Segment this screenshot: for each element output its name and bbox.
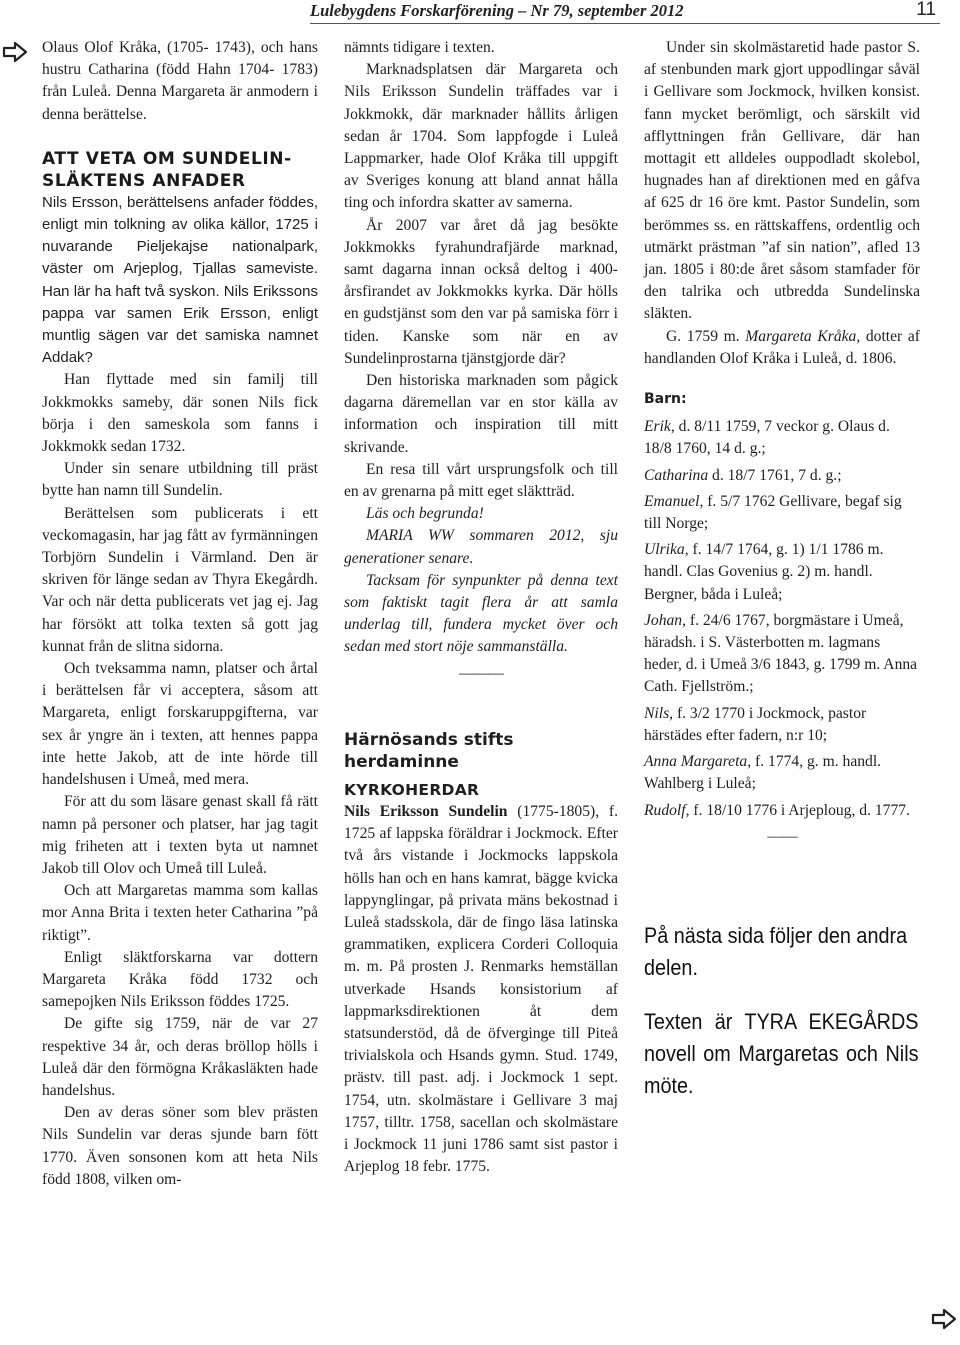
paragraph: Den av deras söner som blev prästen Nils Sundelin var deras sjunde barn fött 1770. Även sonsonen kom att heta Nils född 1808, vilken om- (42, 1104, 318, 1188)
paragraph: De gifte sig 1759, när de var 27 respektive 34 år, och deras bröllop hölls i Luleå där den förmögna Kråkasläkten hade handelshus. (42, 1015, 318, 1099)
children-heading: Barn: (644, 391, 687, 408)
arrow-right-icon (931, 1308, 957, 1330)
paragraph: Han flyttade med sin familj till Jokkmokks sameby, där sonen Nils fick börja i den sameskola som fanns i Jokkmokk sedan 1732. (42, 371, 318, 456)
paragraph: För att du som läsare genast skall få rätt namn på personer och platser, har jag tagit mig friheten att i texten byta ut namnet Jakob till Olov och Umeå till Luleå. (42, 793, 318, 877)
paragraph: År 2007 var året då jag besökte Jokkmokks fyrahundrafjärde marknad, samt dagarna innan också deltog i 400- årsfirandet av Jokkmokks kyrka. Där hölls en gudstjänst som den var på samiska förr i tiden. Kanske som när en av Sundelinprostarna tjänstgjorde där? (344, 216, 618, 367)
child-name: Nils (644, 704, 670, 722)
paragraph: Och att Margaretas mamma som kallas mor Anna Brita i texten heter Catharina ”på riktigt”. (42, 882, 318, 944)
section-heading: ATT VETA OM SUNDELIN-SLÄKTENS ANFADER (42, 148, 292, 191)
paragraph-text: (1775-1805), f. 1725 af lappska föräldrar i Jockmock. Efter två års vistande i Jockmocks lappskola hölls han och en hans kamrat, bägge kvicka lappynglingar, på privata mäns bekostnad i Luleå stadsskola, där de fingo läsa latinska grammatiken, explicera Corderi Colloquia m. m. På prosten J. Renmarks hemställan utverkade Hsands konsistorium af lappmarksdirektionen åt dem statsunderstöd, då de öfverginge till Piteå trivialskola och Hsands gymn. Stud. 1749, prästv. till past. adj. i Jockmock 1 sept. 1754, utn. skolmästare i Gellivare 3 maj 1757, tilltr. 1758, sacellan och skolmästare i Jockmock 11 juni 1786 samt sist pastor i Arjeplog 18 febr. 1775. (344, 802, 618, 1176)
paragraph (344, 801, 618, 1178)
child-name: Emanuel (644, 492, 700, 510)
column-right (644, 37, 920, 1102)
paragraph-italic: Tacksam för synpunkter på denna text som faktiskt tagit flera år att samla underlag till, fundera mycket över och sedan med stort nöje sammanställa. (344, 571, 618, 656)
subsection-heading: KYRKOHERDAR (344, 780, 480, 799)
paragraph (644, 326, 920, 370)
column-left (42, 37, 318, 1191)
source-note: Texten är TYRA EKEGÅRDS novell om Margaretas och Nils möte. (644, 1008, 919, 1098)
person-name: Nils Eriksson Sundelin (344, 802, 508, 820)
paragraph-text: , dotter af handlanden Olof Kråka i Luleå, d. 1806. (644, 327, 921, 367)
paragraph: Enligt släktforskarna var dottern Margareta Kråka född 1732 och samepojken Nils Eriksson föddes 1725. (42, 948, 318, 1011)
child-name: Johan (644, 611, 683, 629)
person-name: Margareta Kråka (745, 327, 857, 345)
child-details: , f. 5/7 1762 Gellivare, begaf sig till Norge; (644, 492, 902, 533)
child-name: Ulrika (644, 541, 685, 559)
intro-paragraph: Olaus Olof Kråka, (1705- 1743), och hans hustru Catharina (född Hahn 1704- 1783) från Luleå. Denna Margareta är anmodern i denna berättelse. (42, 39, 318, 123)
child-entry (644, 703, 920, 747)
child-details: , f. 3/2 1770 i Jockmock, pastor härstädes efter fadern, n:r 10; (644, 704, 867, 744)
paragraph: Berättelsen som publicerats i ett veckomagasin, har jag fått av fyrmänningen Torbjörn Sundelin i Värmland. Den är skriven för länge sedan av Thyra Ekegårdh. Var och när detta publicerats vet jag ej. Jag har försökt att tolka texten så gott jag kunnat från de slitna sidorna. (42, 504, 318, 655)
child-details: , d. 8/11 1759, 7 veckor g. Olaus d. 18/8 1760, 14 d. g.; (644, 418, 890, 458)
paragraph: Under sin skolmästaretid hade pastor S. af stenbunden mark gjort uppodlingar såväl i Gellivare som Jockmock, hvilken konsist. fann mycket berömligt, och särskilt vid afflyttningen från Gellivare, där han mottagit ett alldeles ouppodladt skolebol, hugnades han af direktionen med en gåfva af 625 dr 16 öre kmt. Pastor Sundelin, som berömmes ss. en rättskaffens, ordentlig och utmärkt prästman ”af sin nation”, afled 13 jan. 1805 i 80:de året såsom stamfader för den talrika och utbredda Sundelinska släkten. (644, 39, 920, 323)
paragraph-italic: Läs och begrunda! (366, 505, 484, 523)
page-header (310, 0, 940, 24)
divider-rule: ——— (459, 664, 503, 682)
child-details: , f. 18/10 1776 i Arjeploug, d. 1777. (685, 801, 910, 819)
child-entry (644, 465, 920, 487)
child-entry (644, 416, 920, 460)
child-details: , f. 1774, g. m. handl. Wahlberg i Luleå; (644, 753, 882, 793)
publication-title: Lulebygdens Forskarförening – Nr 79, september 2012 (310, 1, 684, 20)
author-signature: MARIA WW sommaren 2012, sju generationer senare. (344, 527, 618, 567)
child-entry (644, 751, 920, 795)
child-entry (644, 800, 920, 822)
divider-rule: —— (767, 827, 797, 845)
section-heading: Härnösands stifts herdaminne (344, 729, 514, 772)
paragraph: Nils Ersson, berättelsens anfader föddes, enligt min tolkning av olika källor, 1725 i nuvarande Pieljekajse nationalpark, väster om Arjeplog, Tjallas sameviste. Han lär ha haft två syskon. Nils Erikssons pappa var samen Erik Ersson, enligt muntlig sägen var det samiska namnet Addak? (42, 193, 318, 367)
paragraph: Marknadsplatsen där Margareta och Nils Eriksson Sundelin träffades var i Jokkmokk, där marknader hållits årligen sedan år 1704. Som lappfogde i Luleå Lappmarker, hade Olof Kråka till uppgift av Sveriges konung att bland annat hålla ting och infordra skatter av samerna. (344, 61, 618, 212)
page-number: 11 (916, 0, 936, 20)
child-entry (644, 491, 920, 535)
arrow-right-icon (2, 41, 28, 63)
child-details: , f. 24/6 1767, borgmästare i Umeå, häradsh. i S. Västerbotten m. lagmans heder, d. i Umeå 3/6 1843, g. 1799 m. Anna Cath. Fjellström.; (644, 611, 918, 696)
child-details: , f. 14/7 1764, g. 1) 1/1 1786 m. handl. Clas Govenius g. 2) m. handl. Bergner, båda i Luleå; (644, 541, 884, 603)
child-entry (644, 610, 920, 699)
next-page-note: På nästa sida följer den andra delen. (644, 922, 908, 980)
child-entry (644, 539, 920, 606)
paragraph: Under sin senare utbildning till präst bytte han namn till Sundelin. (42, 460, 318, 500)
column-middle (344, 37, 618, 1178)
paragraph: Den historiska marknaden som pågick dagarna däremellan var en stor källa av information och inspiration till mitt skrivande. (344, 372, 618, 456)
child-name: Erik (644, 418, 671, 436)
child-name: Anna Margareta (644, 753, 748, 771)
paragraph-text: G. 1759 m. (666, 327, 746, 345)
paragraph: En resa till vårt ursprungsfolk och till en av grenarna på mitt eget släktträd. (344, 460, 618, 501)
paragraph: Och tveksamma namn, platser och årtal i berättelsen får vi acceptera, såsom att Margareta, enligt forskaruppgifterna, var sex år yngre än i texten, att hennes pappa inte hette Jakob, att de inte hörde till handelshusen i Umeå, med mera. (42, 660, 318, 789)
child-name: Rudolf (644, 801, 686, 819)
child-name: Catharina (644, 466, 709, 484)
paragraph: nämnts tidigare i texten. (344, 39, 495, 56)
child-details: d. 18/7 1761, 7 d. g.; (708, 466, 842, 484)
